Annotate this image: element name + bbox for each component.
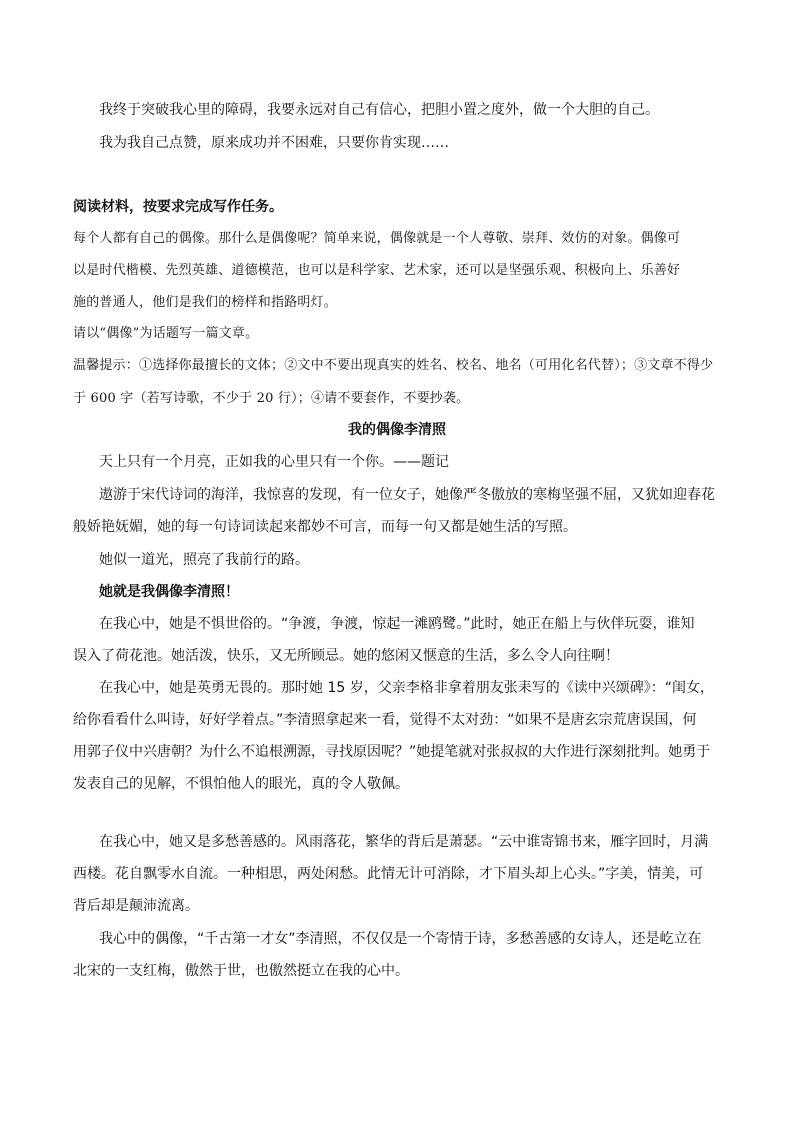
essay-line: 误入了荷花池。她活泼，快乐，又无所顾忌。她的悠闲又惬意的生活，多么令人向往啊！ bbox=[73, 648, 619, 664]
essay-line: 遨游于宋代诗词的海洋，我惊喜的发现，有一位女子，她像严冬傲放的寒梅坚强不屈，又犹如迎春花 bbox=[99, 487, 715, 503]
essay-line: 在我心中，她是英勇无畏的。那时她 15 岁，父亲李格非拿着朋友张耒写的《读中兴颂碑》：“闺女， bbox=[99, 680, 714, 696]
material-line-2: 以是时代楷模、先烈英雄、道德模范，也可以是科学家、艺术家，还可以是坚强乐观、积极向上、乐善好 bbox=[73, 263, 681, 278]
essay-line: 她就是我偶像李清照！ bbox=[99, 584, 239, 600]
essay-line: 用郭子仪中兴唐朝？为什么不追根溯源，寻找原因呢？”她提笔就对张叔叔的大作进行深刻批判。她勇于 bbox=[73, 744, 711, 760]
essay-line: 背后却是颠沛流离。 bbox=[73, 898, 199, 914]
essay-line: 在我心中，她又是多愁善感的。风雨落花，繁华的背后是萧瑟。“云中谁寄锦书来，雁字回时，月满 bbox=[99, 834, 709, 850]
essay-line: 发表自己的见解，不惧怕他人的眼光，真的令人敬佩。 bbox=[73, 776, 409, 792]
essay-line: 她似一道光，照亮了我前行的路。 bbox=[99, 552, 309, 568]
task-prompt: 请以“偶像”为话题写一篇文章。 bbox=[73, 326, 259, 341]
essay-line: 西楼。花自飘零水自流。一种相思，两处闲愁。此情无计可消除，才下眉头却上心头。”字美，情美，可 bbox=[73, 866, 704, 882]
intro-paragraph-2: 我为我自己点赞，原来成功并不困难，只要你肯实现…… bbox=[99, 135, 449, 151]
essay-line: 我心中的偶像，“千古第一才女”李清照，不仅仅是一个寄情于诗，多愁善感的女诗人，还是屹立在 bbox=[99, 931, 702, 947]
essay-line: 般娇艳妩媚，她的每一句诗词读起来都妙不可言，而每一句又都是她生活的写照。 bbox=[73, 519, 577, 535]
task-heading: 阅读材料，按要求完成写作任务。 bbox=[73, 199, 283, 215]
essay-line: 北宋的一支红梅，傲然于世，也傲然挺立在我的心中。 bbox=[73, 963, 409, 979]
tips-line-2: 于 600 字（若写诗歌，不少于 20 行）；④请不要套作，不要抄袭。 bbox=[73, 391, 470, 406]
essay-line: 给你看看什么叫诗，好好学着点。”李清照拿起来一看，觉得不太对劲：“如果不是唐玄宗荒唐误国，何 bbox=[73, 712, 697, 728]
intro-paragraph-1: 我终于突破我心里的障碍，我要永远对自己有信心，把胆小置之度外，做一个大胆的自己。 bbox=[99, 102, 659, 118]
essay-epigraph: 天上只有一个月亮，正如我的心里只有一个你。——题记 bbox=[99, 454, 449, 470]
essay-title: 我的偶像李清照 bbox=[348, 422, 446, 438]
material-line-1: 每个人都有自己的偶像。那什么是偶像呢？简单来说，偶像就是一个人尊敬、崇拜、效仿的对象。偶像可 bbox=[73, 231, 681, 246]
tips-line-1: 温馨提示：①选择你最擅长的文体；②文中不要出现真实的姓名、校名、地名（可用化名代替）；③文章不得少 bbox=[73, 358, 714, 373]
essay-line: 在我心中，她是不惧世俗的。“争渡，争渡，惊起一滩鸥鹭。”此时，她正在船上与伙伴玩耍，谁知 bbox=[99, 616, 695, 632]
material-line-3: 施的普通人，他们是我们的榜样和指路明灯。 bbox=[73, 295, 338, 310]
